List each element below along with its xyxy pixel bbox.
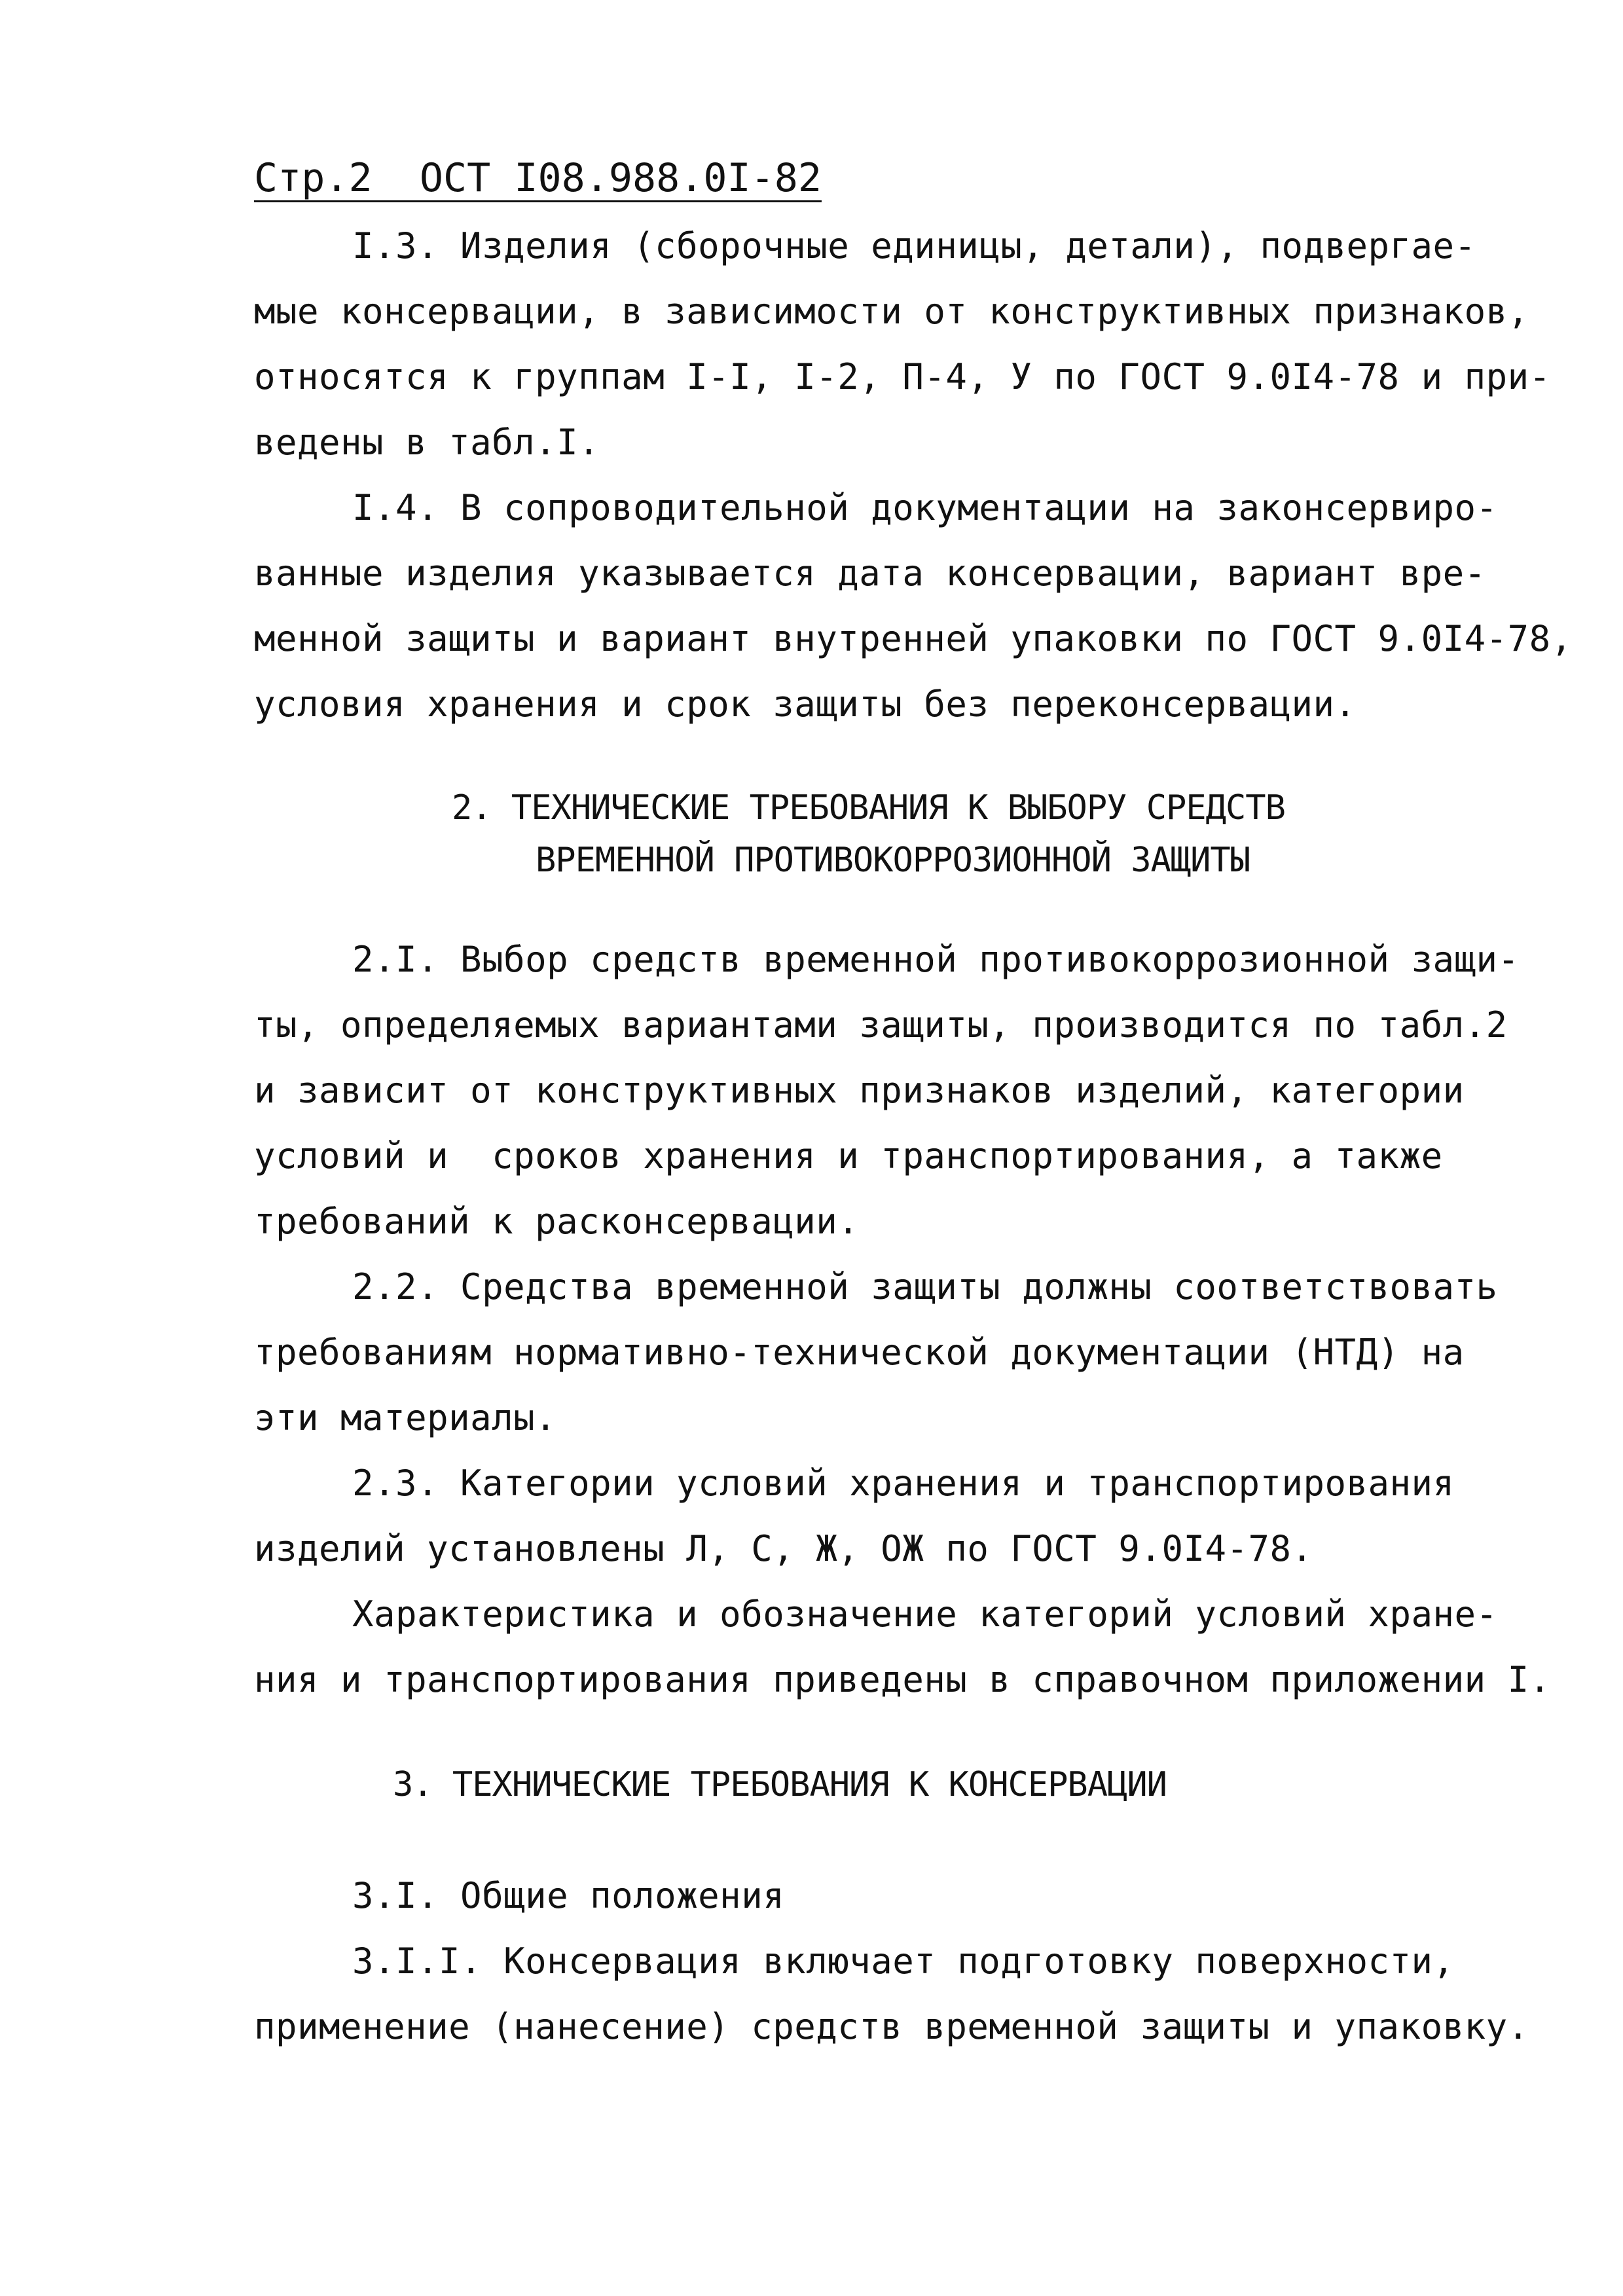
section-2-title: 2. ТЕХНИЧЕСКИЕ ТРЕБОВАНИЯ К ВЫБОРУ СРЕДСТВ xyxy=(452,788,1285,828)
paragraph-line: мые консервации, в зависимости от конструктивных признаков, xyxy=(254,291,1529,332)
paragraph-line: 2.I. Выбор средств временной противокоррозионной защи- xyxy=(352,939,1520,980)
paragraph-line: 2.2. Средства временной защиты должны соответствовать xyxy=(352,1266,1498,1307)
paragraph-line: ния и транспортирования приведены в справочном приложении I. xyxy=(254,1659,1551,1700)
subsection-title: 3.I. Общие положения xyxy=(352,1875,785,1916)
paragraph-line: Характеристика и обозначение категорий условий хране- xyxy=(352,1594,1498,1635)
paragraph-line: условия хранения и срок защиты без переконсервации. xyxy=(254,683,1357,725)
paragraph-line: применение (нанесение) средств временной защиты и упаковку. xyxy=(254,2006,1529,2047)
paragraph-line: I.3. Изделия (сборочные единицы, детали), подвергае- xyxy=(352,225,1476,266)
paragraph-line: эти материалы. xyxy=(254,1397,557,1438)
paragraph-line: 3.I.I. Консервация включает подготовку поверхности, xyxy=(352,1941,1455,1982)
paragraph-line: ты, определяемых вариантами защиты, производится по табл.2 xyxy=(254,1004,1508,1046)
paragraph-line: ванные изделия указывается дата консервации, вариант вре- xyxy=(254,553,1486,594)
section-3-title: 3. ТЕХНИЧЕСКИЕ ТРЕБОВАНИЯ К КОНСЕРВАЦИИ xyxy=(393,1765,1167,1804)
paragraph-line: изделий установлены Л, С, Ж, ОЖ по ГОСТ 9.0I4-78. xyxy=(254,1528,1313,1569)
paragraph-line: требованиям нормативно-технической документации (НТД) на xyxy=(254,1332,1465,1373)
paragraph-line: условий и сроков хранения и транспортирования, а также xyxy=(254,1135,1443,1176)
page-header: Стр.2 ОСТ I08.988.0I-82 xyxy=(254,155,822,201)
paragraph-line: 2.3. Категории условий хранения и транспортирования xyxy=(352,1463,1455,1504)
paragraph-line: I.4. В сопроводительной документации на законсервиро- xyxy=(352,487,1498,528)
paragraph-line: требований к расконсервации. xyxy=(254,1201,860,1242)
paragraph-line: ведены в табл.I. xyxy=(254,422,600,463)
paragraph-line: и зависит от конструктивных признаков изделий, категории xyxy=(254,1070,1465,1111)
paragraph-line: относятся к группам I-I, I-2, П-4, У по ГОСТ 9.0I4-78 и при- xyxy=(254,356,1551,397)
paragraph-line: менной защиты и вариант внутренней упаковки по ГОСТ 9.0I4-78, xyxy=(254,618,1573,659)
section-2-title-line2: ВРЕМЕННОЙ ПРОТИВОКОРРОЗИОННОЙ ЗАЩИТЫ xyxy=(536,841,1250,880)
